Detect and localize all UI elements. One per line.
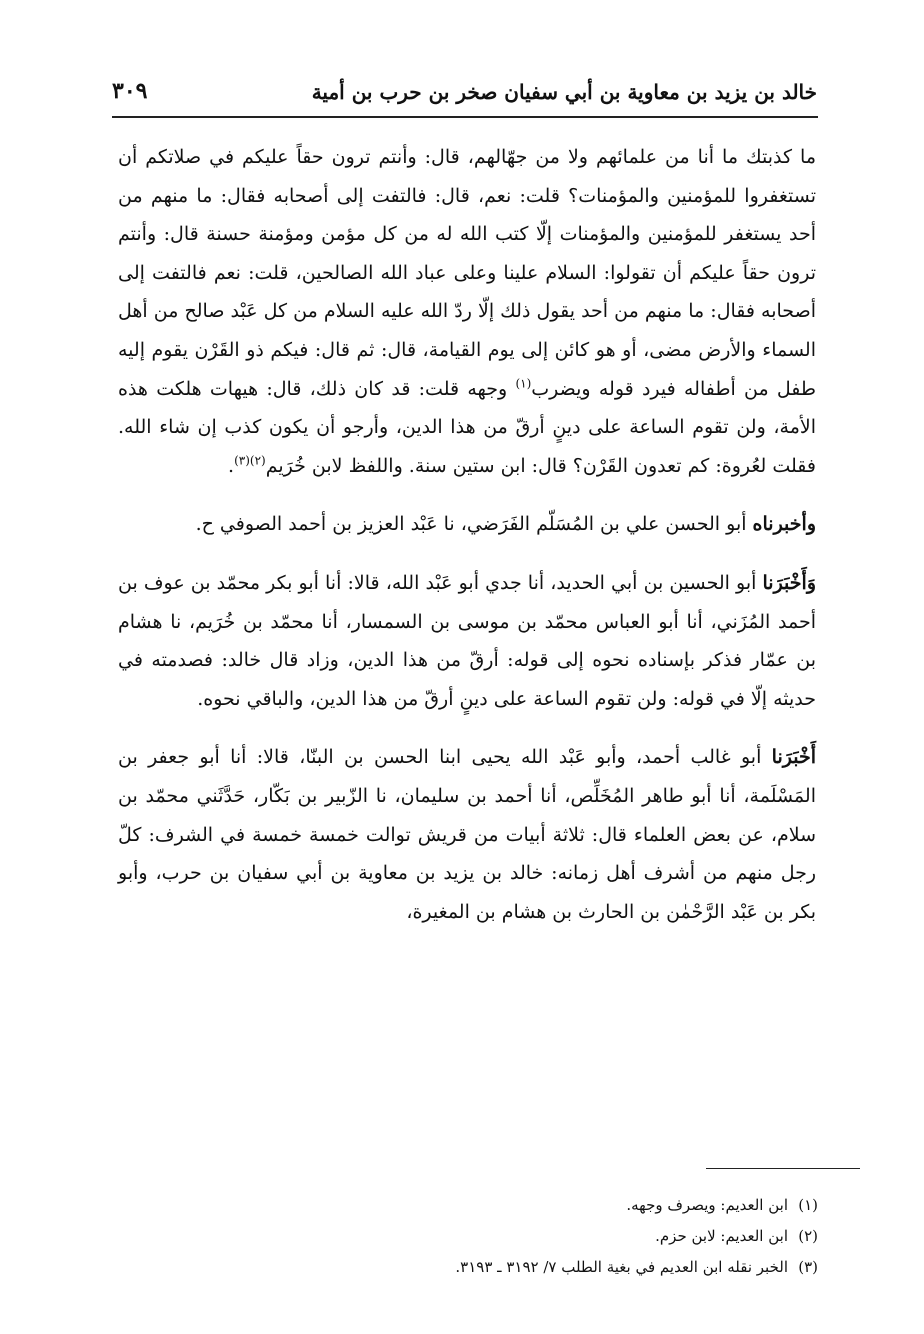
footnote-3 <box>118 1252 818 1283</box>
paragraph-2 <box>118 505 816 544</box>
running-header <box>112 70 817 110</box>
paragraph-2-lead: وأخبرناه <box>752 513 816 536</box>
paragraph-2-text: أبو الحسن علي بن المُسَلّم الفَرَضي، نا عَبْد العزيز بن أحمد الصوفي ح. <box>195 513 753 536</box>
footnote-ref-2-3: (٢)(٣) <box>234 453 266 468</box>
paragraph-1-continued: وجهه قلت: قد كان ذلك، قال: هيهات هلكت هذه الأمة، ولن تقوم الساعة على دينٍ أرقّ من هذا الدين، وأرجو أن يكون كذب إن شاء الله. فقلت لعُروة: كم تعدون القَرْن؟ قال: ابن ستين سنة. واللفظ لابن خُرَيم <box>118 377 816 477</box>
footnote-rule <box>706 1168 860 1169</box>
paragraph-4-text: أبو غالب أحمد، وأبو عَبْد الله يحيى ابنا الحسن بن البنّا، قالا: أنا أبو جعفر بن المَسْلَمة، أنا أبو طاهر المُخَلِّص، أنا أحمد بن سليمان، نا الزّبير بن بَكّار، حَدَّثَني محمّد بن سلام، عن بعض العلماء قال: ثلاثة أبيات من قريش توالت خمسة خمسة في الشرف: كلّ رجل منهم من أشرف أهل زمانه: خالد بن يزيد بن معاوية بن أبي سفيان بن حرب، وأبو بكر بن عَبْد الرَّحْمٰن بن الحارث بن هشام بن المغيرة، <box>118 746 816 923</box>
footnote-text: ابن العديم: لابن حزم. <box>655 1227 788 1245</box>
header-rule <box>112 116 818 118</box>
page-number: ٣٠٩ <box>112 78 148 104</box>
footnote-text: ابن العديم: ويصرف وجهه. <box>626 1196 788 1214</box>
paragraph-1-end: . <box>228 454 235 477</box>
paragraph-4-lead: أَخْبَرَنا <box>771 746 816 769</box>
footnote-1 <box>118 1190 818 1221</box>
footnotes <box>118 1190 818 1283</box>
paragraph-1 <box>118 138 816 485</box>
paragraph-3-lead: وَأَخْبَرَنا <box>762 571 816 594</box>
footnote-text: الخبر نقله ابن العديم في بغية الطلب ٧/ ٣١٩٢ ـ ٣١٩٣. <box>455 1258 788 1276</box>
body-text <box>118 138 816 931</box>
paragraph-3-text: أبو الحسين بن أبي الحديد، أنا جدي أبو عَبْد الله، قالا: أنا أبو بكر محمّد بن عوف بن أحمد المُزَني، أنا أبو العباس محمّد بن موسى بن السمسار، أنا محمّد بن خُرَيم، نا هشام بن عمّار فذكر بإسناده نحوه إلى قوله: أرقّ من هذا الدين، وزاد قال خالد: فصدمته في حديثه إلّا في قوله: ولن تقوم الساعة على دينٍ أرقّ من هذا الدين، والباقي نحوه. <box>118 571 816 710</box>
footnote-number: (٢) <box>798 1227 818 1245</box>
paragraph-3 <box>118 564 816 718</box>
paragraph-1-text: ما كذبتك ما أنا من علمائهم ولا من جهّالهم، قال: وأنتم ترون حقاً عليكم في صلاتكم أن تستغفروا للمؤمنين والمؤمنات؟ قلت: نعم، قال: فالتفت إلى أصحابه فقال: ما منهم من أحد يستغفر للمؤمنين والمؤمنات إلّا كتب الله له من كل مؤمن ومؤمنة حسنة قال: وأنتم ترون حقاً عليكم أن تقولوا: السلام علينا وعلى عباد الله الصالحين، قلت: نعم فالتفت إلى أصحابه فقال: ما منهم من أحد يقول ذلك إلّا ردّ الله عليه السلام من كل عَبْد صالح من أهل السماء والأرض مضى، أو هو كائن إلى يوم القيامة، قال: ثم قال: فيكم ذو القَرْن يقوم إليه طفل من أطفاله فيرد قوله ويضرب <box>118 146 817 400</box>
footnote-2 <box>118 1221 818 1252</box>
footnote-ref-1: (١) <box>515 376 532 391</box>
footnote-number: (٣) <box>798 1258 818 1276</box>
footnote-number: (١) <box>798 1196 818 1214</box>
paragraph-4 <box>118 738 816 931</box>
running-title: خالد بن يزيد بن معاوية بن أبي سفيان صخر بن حرب بن أمية <box>311 80 817 104</box>
